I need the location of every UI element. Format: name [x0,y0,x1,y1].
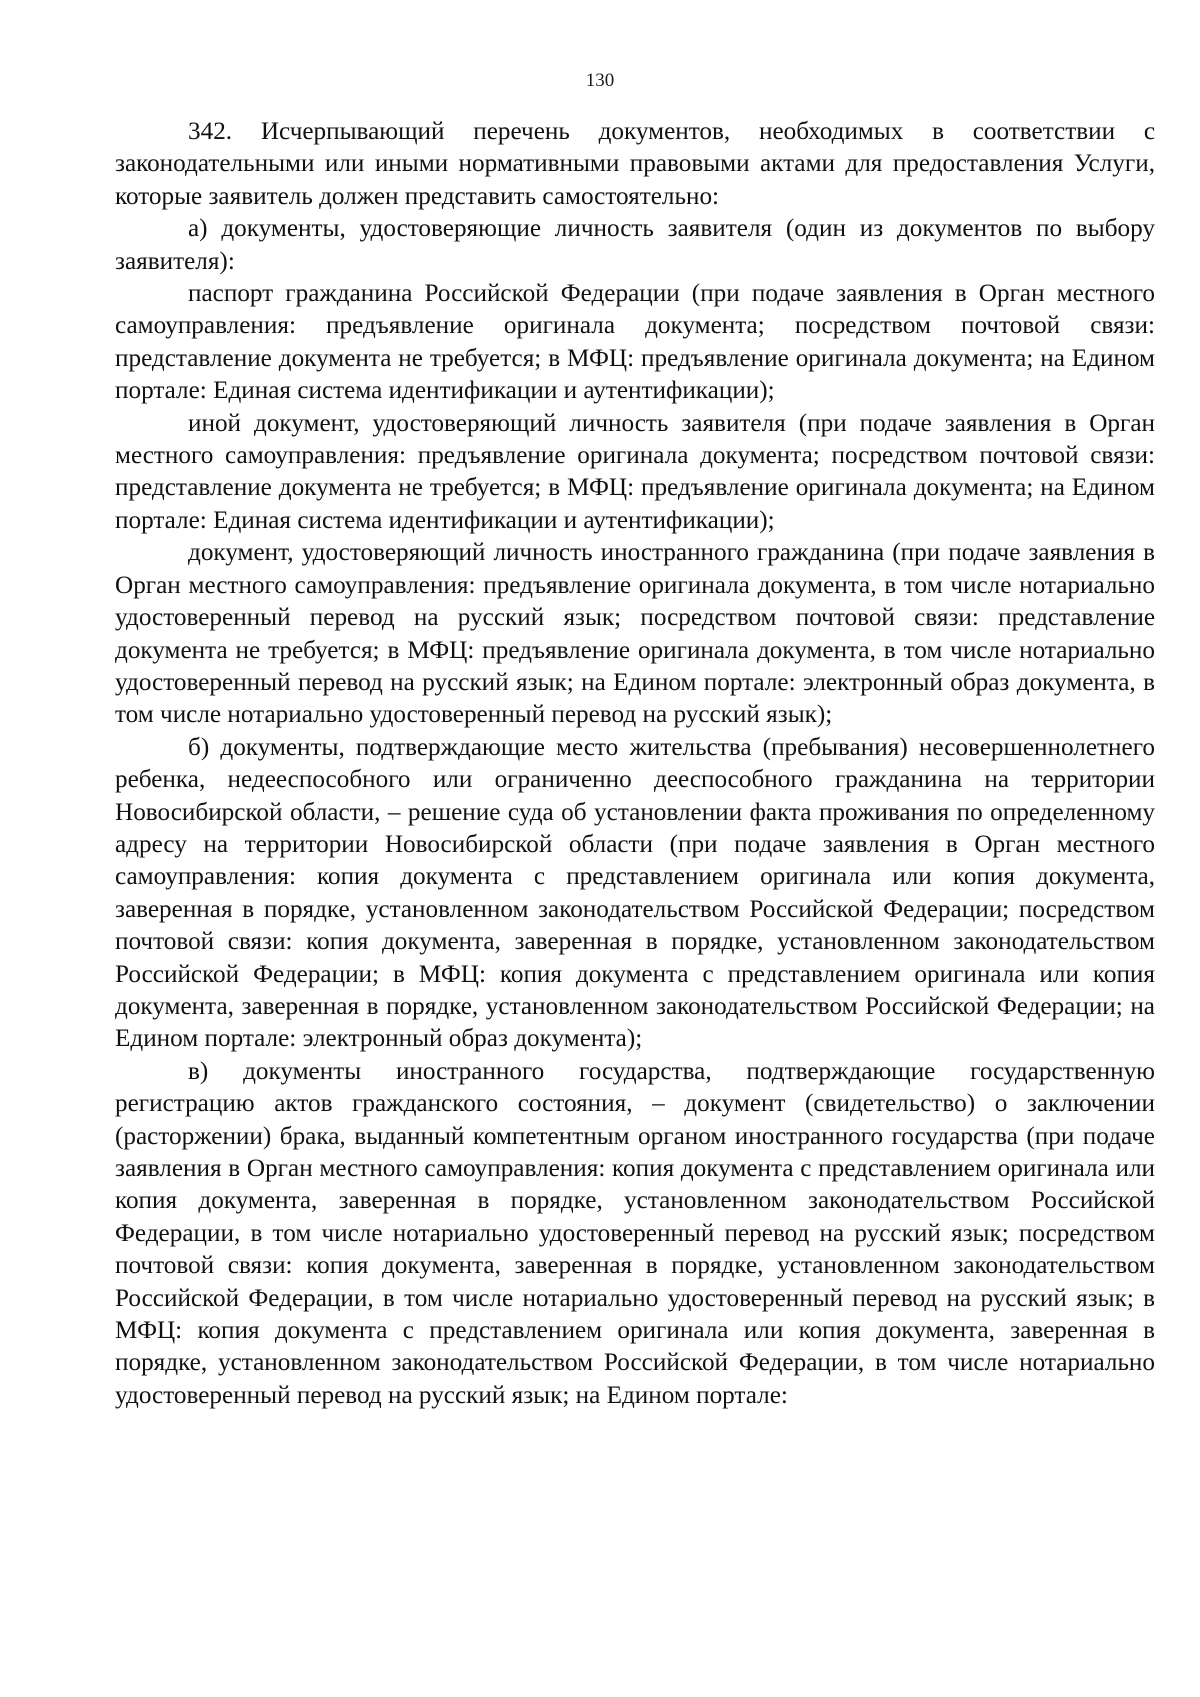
paragraph-subitem-v: в) документы иностранного государства, подтверждающие государственную регистрацию актов гражданского состояния, – документ (свидетельство) о заключении (расторжении) брака, выданный компетентным органом иностранного государства (при подаче заявления в Орган местного самоуправления: копия документа с представлением оригинала или копия документа, заверенная в порядке, установленном законодательством Российской Федерации, в том числе нотариально удостоверенный перевод на русский язык; посредством почтовой связи: копия документа, заверенная в порядке, установленном законодательством Российской Федерации, в том числе нотариально удостоверенный перевод на русский язык; в МФЦ: копия документа с представлением оригинала или копия документа, заверенная в порядке, установленном законодательством Российской Федерации, в том числе нотариально удостоверенный перевод на русский язык; на Едином портале: [115,1057,1155,1409]
paragraph-foreign-citizen-id: документ, удостоверяющий личность иностранного гражданина (при подаче заявления в Орган местного самоуправления: предъявление оригинала документа, в том числе нотариально удостоверенный перевод на русский язык; посредством почтовой связи: представление документа не требуется; в МФЦ: предъявление оригинала документа, в том числе нотариально удостоверенный перевод на русский язык; на Едином портале: электронный образ документа, в том числе нотариально удостоверенный перевод на русский язык); [115,539,1155,729]
paragraph-item-342: 342. Исчерпывающий перечень документов, необходимых в соответствии с законодательными или иными нормативными правовыми актами для предоставления Услуги, которые заявитель должен представить самостоятельно: [115,118,1155,210]
paragraph-subitem-b: б) документы, подтверждающие место жительства (пребывания) несовершеннолетнего ребенка, недееспособного или ограниченно дееспособного гражданина на территории Новосибирской области, – решение суда об установлении факта проживания по определенному адресу на территории Новосибирской области (при подаче заявления в Орган местного самоуправления: копия документа с представлением оригинала или копия документа, заверенная в порядке, установленном законодательством Российской Федерации; посредством почтовой связи: копия документа, заверенная в порядке, установленном законодательством Российской Федерации; в МФЦ: копия документа с представлением оригинала или копия документа, заверенная в порядке, установленном законодательством Российской Федерации; на Едином портале: электронный образ документа); [115,733,1155,1053]
paragraph-passport-rf: паспорт гражданина Российской Федерации (при подаче заявления в Орган местного самоуправления: предъявление оригинала документа; посредством почтовой связи: представление документа не требуется; в МФЦ: предъявление оригинала документа; на Едином портале: Единая система идентификации и аутентификации); [115,280,1155,405]
page-number: 130 [585,70,615,91]
document-body [115,116,1155,1412]
paragraph-other-id-document: иной документ, удостоверяющий личность заявителя (при подаче заявления в Орган местного самоуправления: предъявление оригинала документа; посредством почтовой связи: представление документа не требуется; в МФЦ: предъявление оригинала документа; на Едином портале: Единая система идентификации и аутентификации); [115,409,1155,534]
paragraph-subitem-a: а) документы, удостоверяющие личность заявителя (один из документов по выбору заявителя): [115,215,1155,275]
